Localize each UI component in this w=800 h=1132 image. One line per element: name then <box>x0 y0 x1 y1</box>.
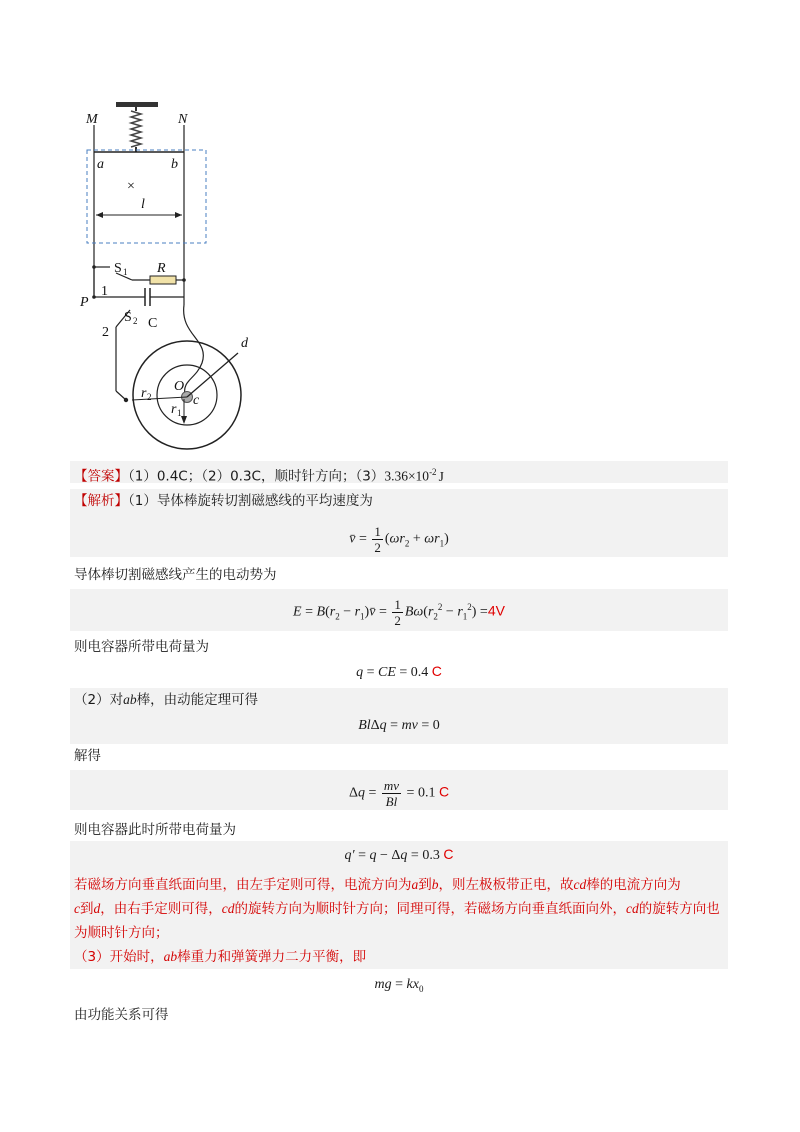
para-cd3: cd <box>626 901 639 916</box>
q2-unit: C <box>443 846 454 862</box>
answer-unit-3: J <box>438 468 444 484</box>
emf-value: 4V <box>487 602 505 619</box>
answer-text: （1）0.4C；（2）0.3C，顺时针方向；（3） <box>128 468 385 485</box>
para-to: 到 <box>418 877 432 893</box>
label-S2-sub: 2 <box>133 316 138 326</box>
analysis-paragraph-direction <box>74 873 724 945</box>
label-a: a <box>97 157 104 172</box>
equation-average-velocity: v̄ = $\frac{1}{2}$ $(\omega r_2 + \omega r_1)$ <box>349 524 449 555</box>
para-text-2: ，则左极板带正电，故 <box>438 877 574 893</box>
para-text-4: 到 <box>80 901 94 917</box>
para-text-7: 的旋转方向也为顺时针方向； <box>74 901 720 941</box>
answer-line <box>74 462 444 487</box>
label-C: C <box>148 316 158 331</box>
label-l: l <box>141 197 145 212</box>
label-r1-sub: 1 <box>177 408 182 418</box>
answer-tag: 【答案】 <box>74 468 128 485</box>
q2-value: 0.3 <box>422 848 440 863</box>
label-M: M <box>86 112 98 127</box>
label-S1: S <box>114 261 122 276</box>
equation-charge: q = CE = 0.4 C <box>356 663 442 680</box>
analysis-line-1 <box>74 491 373 511</box>
para-b: b <box>431 877 439 892</box>
analysis-line-6: 则电容器此时所带电荷量为 <box>74 822 236 838</box>
field-cross-symbol: × <box>127 179 135 194</box>
label-P: P <box>80 295 89 310</box>
equation-impulse: BlΔq = mv = 0 <box>358 718 440 733</box>
para-c: c <box>74 901 80 916</box>
label-d: d <box>241 336 248 351</box>
equation-q-prime: q′ = q − Δq = 0.3 C <box>344 846 454 863</box>
equation-spring-balance: mg = $kx_0$ <box>374 977 424 994</box>
para-cd: cd <box>573 877 587 892</box>
label-c: c <box>193 393 200 408</box>
para-text-1: 若磁场方向垂直纸面向里，由左手定则可得，电流方向为 <box>74 877 412 893</box>
analysis-line-4 <box>74 690 258 710</box>
circuit-diagram <box>70 95 270 460</box>
equation-delta-q: Δq = $\frac{mv}{Bl}$ = 0.1 C <box>348 778 450 809</box>
answer-exp-3: -2 <box>429 467 437 477</box>
analysis-ab-2: ab <box>163 949 178 964</box>
analysis-line-2: 导体棒切割磁感线产生的电动势为 <box>74 567 277 583</box>
analysis-ab: ab <box>123 692 137 707</box>
analysis-text-7a: （3）开始时， <box>74 949 164 965</box>
analysis-tag: 【解析】 <box>74 493 128 509</box>
label-S1-sub: 1 <box>123 267 128 277</box>
dq-value: 0.1 <box>417 785 436 801</box>
para-cd2: cd <box>221 901 235 916</box>
label-r1: r <box>171 402 177 417</box>
analysis-text-1: （1）导体棒旋转切割磁感线的平均速度为 <box>128 493 373 509</box>
analysis-line-7 <box>74 947 366 967</box>
label-R: R <box>157 261 166 276</box>
equation-emf: $E = B(r_2$ − $r_1)v̄$ = $\frac{1}{2}$ $B\omega(r_2^2 - r_1^2) =4V$ <box>293 597 505 628</box>
analysis-line-5: 解得 <box>74 748 101 764</box>
label-terminal-1: 1 <box>101 284 108 299</box>
analysis-line-8: 由功能关系可得 <box>74 1007 169 1023</box>
label-O: O <box>174 379 185 394</box>
label-N: N <box>178 112 188 127</box>
label-S2: S <box>124 310 132 325</box>
label-b: b <box>171 157 178 172</box>
label-r2: r <box>141 386 147 401</box>
analysis-line-3: 则电容器所带电荷量为 <box>74 639 209 655</box>
analysis-text-4a: （2）对 <box>74 692 124 708</box>
q-value: 0.4 <box>410 665 429 680</box>
para-a: a <box>411 877 419 892</box>
para-text-5: ，由右手定则可得， <box>100 901 222 917</box>
label-r2-sub: 2 <box>147 392 152 402</box>
dq-unit: C <box>438 783 450 800</box>
analysis-text-7b: 棒重力和弹簧弹力二力平衡，即 <box>177 949 367 965</box>
para-text-3: 棒的电流方向为 <box>586 877 681 893</box>
para-d: d <box>93 901 101 916</box>
para-text-6: 的旋转方向为顺时针方向；同理可得，若磁场方向垂直纸面向外， <box>234 901 626 917</box>
q-unit: C <box>431 663 442 679</box>
analysis-text-4b: 棒，由动能定理可得 <box>136 692 259 708</box>
answer-value-3: 3.36×10 <box>384 468 430 484</box>
label-terminal-2: 2 <box>102 325 109 340</box>
